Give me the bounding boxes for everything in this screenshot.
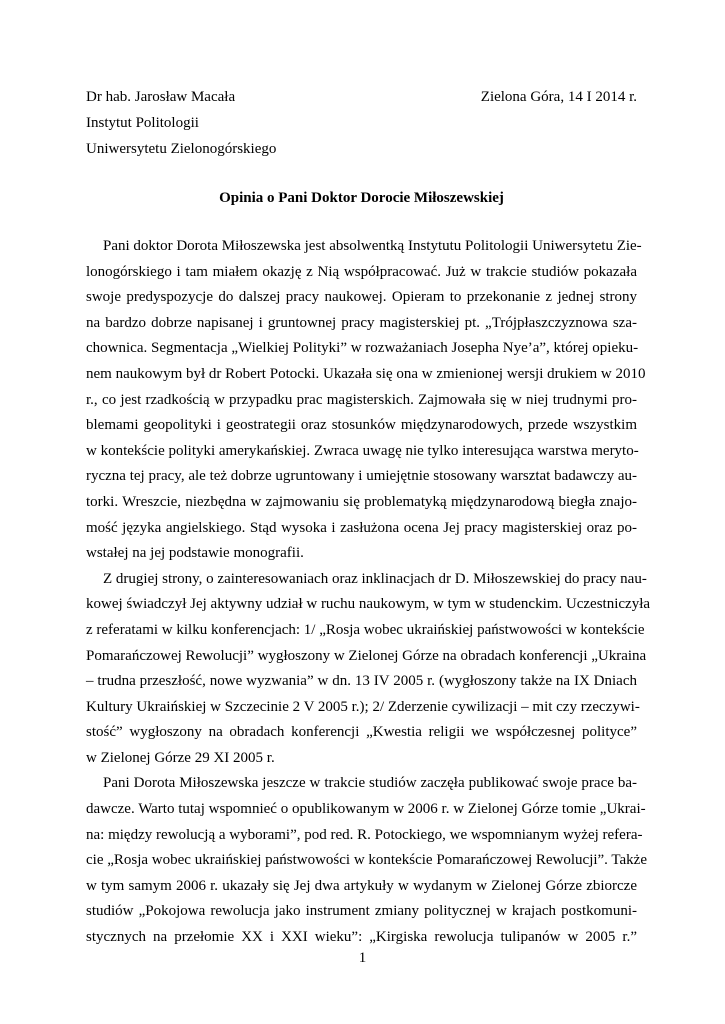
text-line: w Zielonej Górze 29 XI 2005 r.: [86, 749, 275, 766]
text-line: wstałej na jej podstawie monografii.: [86, 545, 304, 562]
text-line: swoje predyspozycje do dalszej pracy naukowej. Opieram to przekonanie z jednej strony: [86, 289, 637, 306]
text-line: mość języka angielskiego. Stąd wysoka i zasłużona ocena Jej pracy magisterskiej oraz po-: [86, 519, 637, 536]
text-line: Z drugiej strony, o zainteresowaniach oraz inklinacjach dr D. Miłoszewskiej do pracy nau-: [103, 570, 647, 587]
text-line: na bardzo dobrze napisanej i gruntownej pracy magisterskiej pt. „Trójpłaszczyznowa sza-: [86, 314, 637, 331]
sender-institute: Instytut Politologii: [86, 115, 199, 131]
text-line: lonogórskiego i tam miałem okazję z Nią współpracować. Już w trakcie studiów pokazała: [86, 263, 637, 280]
text-line: Pomarańczowej Rewolucji” wygłoszony w Zielonej Górze na obradach konferencji „Ukraina: [86, 647, 647, 664]
text-line: z referatami w kilku konferencjach: 1/ „Rosja wobec ukraińskiej państwowości w kontekście: [86, 621, 645, 638]
text-line: Pani doktor Dorota Miłoszewska jest absolwentką Instytutu Politologii Uniwersytetu Zie-: [103, 238, 642, 254]
paragraph: [86, 567, 651, 772]
text-line: torki. Wreszcie, niezbędna w zajmowaniu się problematyką międzynarodową biegła znajo-: [86, 493, 637, 510]
sender-name: Dr hab. Jarosław Macała: [86, 89, 236, 105]
document-body: [86, 234, 651, 951]
paragraph: [86, 771, 647, 950]
text-line: nem naukowym był dr Robert Potocki. Ukazała się ona w zmienionej wersji drukiem w 2010: [86, 365, 646, 382]
text-line: w kontekście polityki amerykańskiej. Zwraca uwagę nie tylko interesująca warstwa meryto-: [86, 442, 639, 459]
text-line: studiów „Pokojowa rewolucja jako instrument zmiany politycznej w krajach postkomuni-: [86, 903, 637, 920]
document-title: Opinia o Pani Doktor Dorocie Miłoszewskiej: [219, 190, 504, 206]
text-line: cie „Rosja wobec ukraińskiej państwowości w kontekście Pomarańczowej Rewolucji”. Także: [86, 852, 647, 869]
text-line: kowej świadczył Jej aktywny udział w ruchu naukowym, w tym w studenckim. Uczestniczyła: [86, 596, 651, 613]
page-number: 1: [358, 950, 367, 966]
sender-university: Uniwersytetu Zielonogórskiego: [86, 141, 277, 157]
text-line: ryczna tej pracy, ale też dobrze ugruntowany i umiejętnie stosowany warsztat badawczy au-: [86, 468, 637, 485]
text-line: w tym samym 2006 r. ukazały się Jej dwa artykuły w wydanym w Zielonej Górze zbiorcze: [86, 877, 637, 894]
text-line: – trudna przeszłość, nowe wyzwania” w dn. 13 IV 2005 r. (wygłoszony także na IX Dniach: [86, 673, 637, 690]
text-line: stycznych na przełomie XX i XXI wieku”: „Kirgiska rewolucja tulipanów w 2005 r.”: [86, 929, 637, 946]
text-line: r., co jest rzadkością w przypadku prac magisterskich. Zajmowała się w niej trudnymi pro-: [86, 391, 637, 408]
text-line: na: między rewolucją a wyborami”, pod red. R. Potockiego, we wspomnianym wyżej refera-: [86, 826, 643, 843]
place-date: Zielona Góra, 14 I 2014 r.: [480, 89, 637, 105]
text-line: Pani Dorota Miłoszewska jeszcze w trakcie studiów zaczęła publikować swoje prace ba-: [103, 775, 637, 792]
paragraph: [86, 234, 646, 567]
text-line: dawcze. Warto tutaj wspomnieć o opublikowanym w 2006 r. w Zielonej Górze tomie „Ukrai-: [86, 801, 646, 818]
sender-block: [86, 84, 276, 162]
text-line: Kultury Ukraińskiej w Szczecinie 2 V 2005 r.); 2/ Zderzenie cywilizacji – mit czy rzeczywi-: [86, 698, 640, 715]
text-line: blemami geopolityki i geostrategii oraz stosunków międzynarodowych, przede wszystkim: [86, 417, 637, 434]
text-line: stość” wygłoszony na obradach konferencji „Kwestia religii we współczesnej polityce”: [86, 724, 637, 741]
text-line: chownica. Segmentacja „Wielkiej Polityki” w rozważaniach Josepha Nye’a”, której opieku-: [86, 340, 639, 357]
